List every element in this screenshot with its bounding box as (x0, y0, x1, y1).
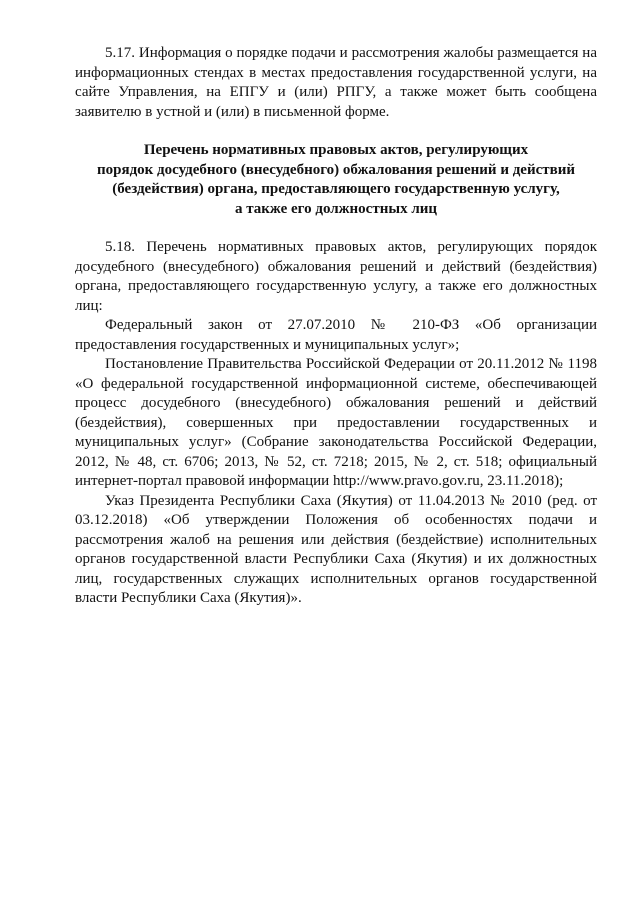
heading-line-3: (бездействия) органа, предоставляющего государственную услугу, (112, 181, 560, 197)
heading-line-4: а также его должностных лиц (234, 200, 438, 217)
document-page (75, 44, 597, 609)
spacer (75, 122, 597, 141)
section-heading (75, 141, 597, 219)
heading-line-2: порядок досудебного (внесудебного) обжалования решений и действий (96, 161, 576, 178)
act-item-president-decree: Указ Президента Республики Саха (Якутия) от 11.04.2013 № 2010 (ред. от 03.12.2018) «Об утверждении Положения об особенностях подачи и рассмотрения жалоб на решения или действия (бездействие) исполнительных органов государственной власти Республики Саха (Якутия) и их должностных лиц, государственных служащих исполнительных органов государственной власти Республики Саха (Якутия)». (75, 492, 597, 606)
spacer (75, 219, 597, 238)
act-item-federal-law: Федеральный закон от 27.07.2010 № 210-ФЗ «Об организации предоставления государственных и муниципальных услуг»; (75, 317, 597, 353)
act-item-government-decree: Постановление Правительства Российской Федерации от 20.11.2012 № 1198 «О федеральной государственной информационной системе, обеспечивающей процесс досудебного (внесудебного) обжалования решений и действий (бездействия), совершенных при предоставлении государственных и муниципальных услуг» (Собрание законодательства Российской Федерации, 2012, № 48, ст. 6706; 2013, № 52, ст. 7218; 2015, № 2, ст. 518; официальный интернет-портал правовой информации http://www.pravo.gov.ru, 23.11.2018); (75, 356, 597, 489)
heading-line-1: Перечень нормативных правовых актов, регулирующих (143, 142, 529, 158)
paragraph-5-18: 5.18. Перечень нормативных правовых актов, регулирующих порядок досудебного (внесудебного) обжалования решений и действий (бездействия) органа, предоставляющего государственную услугу, а также его должностных лиц: (75, 239, 597, 314)
paragraph-5-17: 5.17. Информация о порядке подачи и рассмотрения жалобы размещается на информационных стендах в местах предоставления государственной услуги, на сайте Управления, на ЕПГУ и (или) РПГУ, а также может быть сообщена заявителю в устной и (или) в письменной форме. (75, 45, 597, 120)
